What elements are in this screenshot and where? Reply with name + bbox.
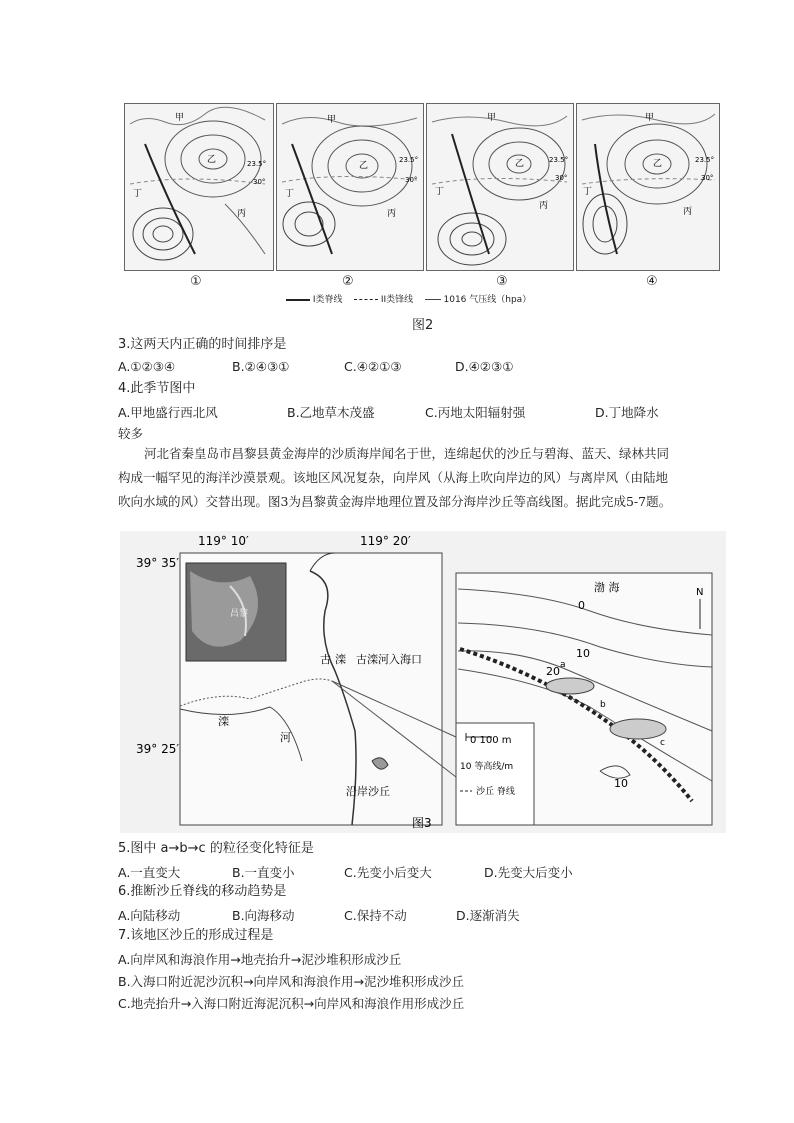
q4-option-b[interactable]: B.乙地草木茂盛 (287, 405, 375, 420)
label-jia: 甲 (327, 115, 337, 125)
contour-label-10a: 10 (576, 647, 590, 660)
q6-option-b[interactable]: B.向海移动 (232, 908, 295, 923)
q3-option-d[interactable]: D.④②③① (455, 359, 514, 374)
label-jia: 甲 (645, 113, 655, 123)
panel-number-2: ② (342, 274, 354, 289)
point-b: b (600, 700, 606, 710)
q6-option-a[interactable]: A.向陆移动 (118, 908, 181, 923)
figure-2-legend (286, 292, 531, 305)
legend-ridge: I类脊线 (312, 295, 343, 305)
q7-option-c[interactable]: C.地壳抬升→入海口附近海泥沉积→向岸风和海浪作用形成沙丘 (118, 996, 465, 1011)
pressure-map-panel-1 (124, 103, 274, 271)
pressure-map-panel-2 (276, 103, 424, 271)
q6-option-d[interactable]: D.逐渐消失 (456, 908, 520, 923)
q5-option-c[interactable]: C.先变小后变大 (344, 865, 432, 880)
lon-label-2: 119° 20′ (360, 534, 411, 548)
label-ding: 丁 (133, 189, 143, 199)
figure-3-caption: 图3 (412, 816, 432, 830)
label-yi: 乙 (515, 159, 525, 169)
panel-number-4: ④ (646, 274, 658, 289)
question-4-stem: 4.此季节图中 (118, 381, 196, 396)
q5-option-a[interactable]: A.一直变大 (118, 865, 181, 880)
q7-option-b[interactable]: B.入海口附近泥沙沉积→向岸风和海浪作用→泥沙堆积形成沙丘 (118, 974, 464, 989)
q5-option-d[interactable]: D.先变大后变小 (484, 865, 573, 880)
north-arrow-label: N (696, 587, 704, 598)
legend-contour-label: 10 等高线/m (460, 762, 514, 772)
panel-number-1: ① (190, 274, 202, 289)
question-6-stem: 6.推断沙丘脊线的移动趋势是 (118, 884, 287, 899)
pressure-map-panel-3 (426, 103, 574, 271)
pressure-map-panel-4 (576, 103, 720, 271)
label-ding: 丁 (435, 187, 445, 197)
q6-option-c[interactable]: C.保持不动 (344, 908, 407, 923)
label-jia: 甲 (487, 113, 497, 123)
panel-number-3: ③ (496, 274, 508, 289)
sea-label: 渤 海 (594, 581, 620, 594)
label-bing: 丙 (539, 201, 549, 211)
q4-option-a[interactable]: A.甲地盛行西北风 (118, 405, 218, 420)
question-7-stem: 7.该地区沙丘的形成过程是 (118, 928, 274, 943)
lat-30: 30° (555, 174, 568, 182)
label-ding: 丁 (285, 189, 295, 199)
q3-option-a[interactable]: A.①②③④ (118, 359, 176, 374)
lat-23-5: 23.5° (399, 156, 419, 164)
lat-30: 30° (253, 178, 266, 186)
river-label-2: 滦 (335, 653, 346, 666)
old-river-mouth-label: 古滦河入海口 (356, 653, 422, 666)
q3-option-b[interactable]: B.②④③① (232, 359, 290, 374)
q4-option-d-continued: 较多 (118, 426, 144, 441)
lat-30: 30° (405, 176, 418, 184)
river-label-4: 河 (280, 731, 291, 744)
reading-passage-text: 河北省秦皇岛市昌黎县黄金海岸的沙质海岸闻名于世，连绵起伏的沙丘与碧海、蓝天、绿林共同构成一幅罕见的海洋沙漠景观。该地区风况复杂，向岸风（从海上吹向岸边的风）与离岸风（由陆地吹向水域的风）交替出现。图3为昌黎黄金海岸地理位置及部分海岸沙丘等高线图。据此完成5-7题。 (118, 446, 672, 509)
lon-label-1: 119° 10′ (198, 534, 249, 548)
scale-bar-label: 0 100 m (470, 735, 512, 746)
lat-label-1: 39° 35′ (136, 556, 180, 570)
lat-23-5: 23.5° (695, 156, 715, 164)
river-label-1: 古 (320, 653, 331, 666)
lat-23-5: 23.5° (549, 156, 569, 164)
lat-23-5: 23.5° (247, 160, 267, 168)
q3-option-c[interactable]: C.④②①③ (344, 359, 402, 374)
contour-label-0: 0 (578, 599, 585, 612)
figure-3 (120, 531, 726, 833)
contour-label-10b: 10 (614, 777, 628, 790)
question-5-stem: 5.图中 a→b→c 的粒径变化特征是 (118, 841, 314, 856)
lat-30: 30° (701, 174, 714, 182)
q7-option-a[interactable]: A.向岸风和海浪作用→地壳抬升→泥沙堆积形成沙丘 (118, 952, 402, 967)
reading-passage (118, 442, 678, 514)
label-ding: 丁 (583, 187, 593, 197)
q4-option-c[interactable]: C.丙地太阳辐射强 (425, 405, 526, 420)
point-c: c (660, 738, 665, 748)
label-jia: 甲 (175, 113, 185, 123)
point-a: a (560, 660, 566, 670)
lat-label-2: 39° 25′ (136, 742, 180, 756)
legend-dune-ridge-label: 沙丘 脊线 (476, 787, 515, 797)
q4-option-d[interactable]: D.丁地降水 (595, 405, 659, 420)
contour-label-20: 20 (546, 665, 560, 678)
label-yi: 乙 (207, 155, 217, 165)
label-bing: 丙 (683, 207, 693, 217)
label-bing: 丙 (387, 209, 397, 219)
label-bing: 丙 (237, 209, 247, 219)
figure-2-caption: 图2 (412, 318, 434, 333)
label-yi: 乙 (653, 159, 663, 169)
label-yi: 乙 (359, 161, 369, 171)
legend-isobar: 1016 气压线（hpa） (443, 295, 532, 305)
legend-front: II类锋线 (380, 295, 414, 305)
river-label-3: 滦 (218, 715, 229, 728)
coastal-dune-label: 沿岸沙丘 (346, 785, 390, 798)
inset-label: 昌黎 (230, 609, 249, 619)
question-3-stem: 3.这两天内正确的时间排序是 (118, 337, 287, 352)
q5-option-b[interactable]: B.一直变小 (232, 865, 295, 880)
